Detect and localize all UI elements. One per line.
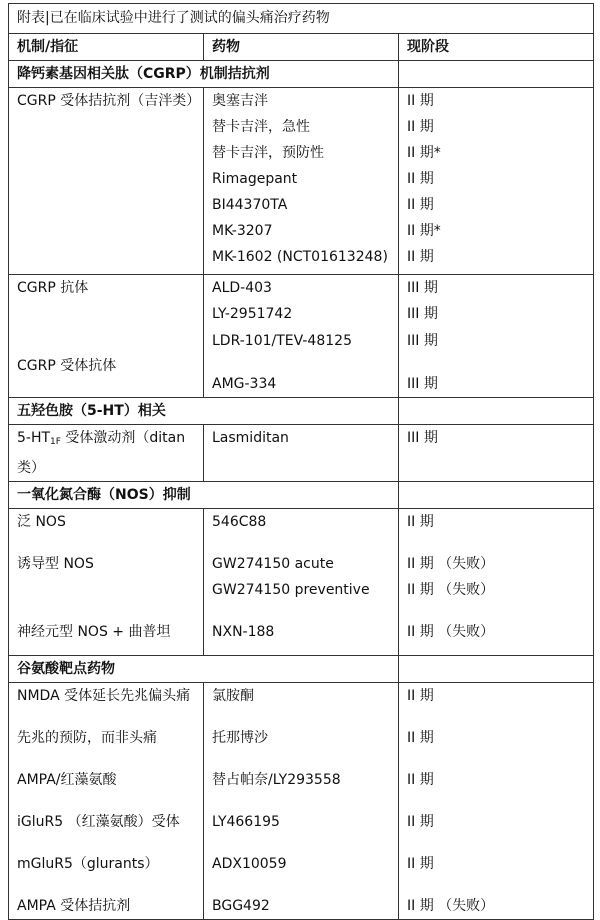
phase-value: II 期 （失败） bbox=[407, 898, 495, 914]
phase-cell: III 期 bbox=[399, 425, 594, 482]
drug-name: GW274150 preventive bbox=[212, 582, 370, 598]
mechanism-label: AMPA/红藻氨酸 bbox=[17, 772, 117, 788]
drug-name: ADX10059 bbox=[212, 856, 287, 872]
drug-cell bbox=[204, 275, 399, 398]
drug-name: 546C88 bbox=[212, 514, 267, 530]
phase-cell bbox=[399, 88, 594, 275]
drug-cell bbox=[204, 509, 399, 656]
phase-value: II 期 bbox=[407, 730, 434, 746]
phase-value: III 期 bbox=[407, 280, 438, 296]
header-drug: 药物 bbox=[204, 34, 399, 61]
drug-name: 奥塞吉泮 bbox=[212, 93, 268, 109]
drug-name: LY-2951742 bbox=[212, 306, 293, 322]
mechanism-label: 泛 NOS bbox=[17, 514, 66, 530]
mechanism-cell bbox=[9, 275, 204, 398]
drug-name: BGG492 bbox=[212, 898, 270, 914]
mechanism-label: AMPA 受体拮抗剂 bbox=[17, 898, 131, 914]
drug-cell: Lasmiditan bbox=[204, 425, 399, 482]
drug-name: 替卡吉泮，预防性 bbox=[212, 145, 324, 161]
drug-name: BI44370TA bbox=[212, 197, 288, 213]
phase-value: II 期 bbox=[407, 119, 434, 135]
phase-value: II 期 （失败） bbox=[407, 624, 495, 640]
table-caption: 附表|已在临床试验中进行了测试的偏头痛治疗药物 bbox=[9, 4, 594, 34]
drug-name: GW274150 acute bbox=[212, 556, 334, 572]
drug-name: ALD-403 bbox=[212, 280, 272, 296]
drug-name: 托那博沙 bbox=[212, 730, 268, 746]
mechanism-label: CGRP 受体抗体 bbox=[17, 358, 117, 374]
phase-value: II 期 bbox=[407, 197, 434, 213]
phase-cell bbox=[399, 683, 594, 920]
phase-value: II 期 （失败） bbox=[407, 556, 495, 572]
mechanism-label: mGluR5（glurants） bbox=[17, 856, 159, 872]
mechanism-cell: CGRP 受体拮抗剂（吉泮类） bbox=[9, 88, 204, 275]
phase-value: II 期 bbox=[407, 772, 434, 788]
table-row bbox=[9, 275, 594, 398]
phase-value: III 期 bbox=[407, 333, 438, 349]
header-phase: 现阶段 bbox=[399, 34, 594, 61]
phase-value: II 期 bbox=[407, 814, 434, 830]
phase-cell bbox=[399, 275, 594, 398]
mechanism-cell bbox=[9, 509, 204, 656]
drug-table bbox=[8, 3, 594, 920]
drug-name: NXN-188 bbox=[212, 624, 275, 640]
table-row bbox=[9, 88, 594, 275]
phase-value: II 期 bbox=[407, 688, 434, 704]
mechanism-label: 神经元型 NOS + 曲普坦 bbox=[17, 624, 171, 640]
phase-value: II 期 bbox=[407, 249, 434, 265]
mechanism-cell bbox=[9, 683, 204, 920]
phase-cell bbox=[399, 509, 594, 656]
mechanism-label: iGluR5 （红藻氨酸）受体 bbox=[17, 814, 180, 830]
phase-value: II 期* bbox=[407, 145, 441, 161]
drug-name: Rimagepant bbox=[212, 171, 298, 187]
section-title: 五羟色胺（5-HT）相关 bbox=[9, 398, 399, 425]
drug-name: MK-1602 (NCT01613248) bbox=[212, 249, 388, 265]
drug-name: MK-3207 bbox=[212, 223, 273, 239]
drug-name: 替占帕奈/LY293558 bbox=[212, 772, 341, 788]
phase-value: II 期 bbox=[407, 514, 434, 530]
drug-name: AMG-334 bbox=[212, 376, 277, 392]
mechanism-label: 先兆的预防，而非头痛 bbox=[17, 730, 157, 746]
phase-value: II 期 bbox=[407, 93, 434, 109]
mechanism-label: 诱导型 NOS bbox=[17, 556, 94, 572]
section-title: 一氧化氮合酶（NOS）抑制 bbox=[9, 482, 399, 509]
table-row bbox=[9, 425, 594, 482]
drug-name: 氯胺酮 bbox=[212, 688, 254, 704]
mechanism-label: CGRP 抗体 bbox=[17, 280, 89, 296]
phase-value: III 期 bbox=[407, 376, 438, 392]
phase-value: III 期 bbox=[407, 306, 438, 322]
table-row bbox=[9, 683, 594, 920]
drug-name: LY466195 bbox=[212, 814, 280, 830]
mechanism-label: NMDA 受体延长先兆偏头痛 bbox=[17, 688, 191, 704]
drug-cell bbox=[204, 88, 399, 275]
section-title: 降钙素基因相关肽（CGRP）机制拮抗剂 bbox=[9, 61, 399, 88]
phase-value: II 期* bbox=[407, 223, 441, 239]
mechanism-cell: $5-HT_{1F}$ 受体激动剂（ditan 类） bbox=[9, 425, 204, 482]
drug-cell bbox=[204, 683, 399, 920]
header-mechanism: 机制/指征 bbox=[9, 34, 204, 61]
drug-name: LDR-101/TEV-48125 bbox=[212, 333, 352, 349]
phase-value: II 期 bbox=[407, 856, 434, 872]
table-row bbox=[9, 509, 594, 656]
phase-value: II 期 bbox=[407, 171, 434, 187]
phase-value: II 期 （失败） bbox=[407, 582, 495, 598]
section-title: 谷氨酸靶点药物 bbox=[9, 656, 399, 683]
drug-name: 替卡吉泮，急性 bbox=[212, 119, 310, 135]
